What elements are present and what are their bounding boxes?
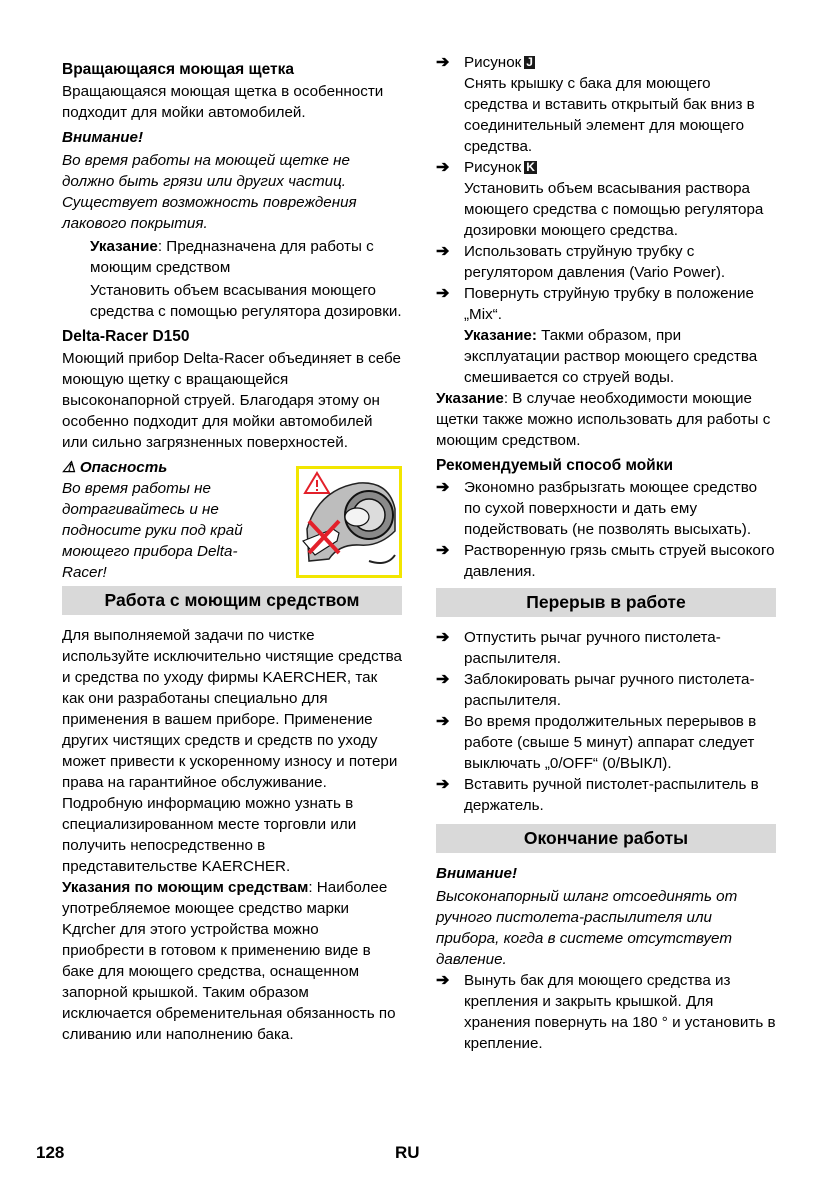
arrow-right-icon: ➔ [436, 629, 450, 646]
hand-under-brush-icon [299, 469, 399, 575]
step-text: Использовать струйную трубку с регулятором давления (Vario Power). [464, 243, 726, 281]
attention-heading: Внимание! [62, 129, 144, 146]
arrow-right-icon: ➔ [436, 159, 450, 176]
arrow-right-icon: ➔ [436, 542, 450, 559]
figure-j-label: Рисунок [464, 54, 522, 71]
method-step [436, 477, 776, 540]
figure-k-step [436, 157, 776, 178]
arrow-right-icon: ➔ [436, 972, 450, 989]
note-paragraph-2: Установить объем всасывания моющего средства с помощью регулятора дозировки. [90, 282, 402, 320]
figure-j-badge: J [526, 55, 533, 69]
step-text: Вставить ручной пистолет-распылитель в держатель. [464, 776, 759, 814]
step-vario-power [436, 241, 776, 283]
method-step [436, 540, 776, 582]
step-text: Вынуть бак для моющего средства из крепления и закрыть крышкой. Для хранения повернуть на 180 ° и установить в крепление. [464, 972, 776, 1052]
figure-k-badge: K [526, 160, 535, 174]
note-mix-paragraph [436, 325, 776, 388]
danger-block [62, 457, 402, 582]
step-text: Растворенную грязь смыть струей высокого давления. [464, 542, 775, 580]
step-text: Экономно разбрызгать моющее средство по сухой поверхности и дать ему подействовать (не позволять высыхать). [464, 479, 758, 538]
section-banner-end: Окончание работы [436, 824, 776, 853]
section-banner-break: Перерыв в работе [436, 588, 776, 617]
attention-paragraph: Во время работы на моющей щетке не должно быть грязи или других частиц. Существует возможность повреждения лакового покрытия. [62, 152, 357, 232]
figure-k-text: Установить объем всасывания раствора моющего средства с помощью регулятора дозировки моющего средства. [464, 180, 764, 239]
break-step [436, 711, 776, 774]
step-text: Во время продолжительных перерывов в работе (свыше 5 минут) аппарат следует выключать „0/OFF“ (0/ВЫКЛ). [464, 713, 757, 772]
note-label: Указание: [464, 327, 537, 344]
brush-hand-warning-illustration [296, 466, 402, 578]
delta-paragraph: Моющий прибор Delta-Racer объединяет в себе моющую щетку с вращающейся высоконапорной струей. Благодаря этому он особенно подходит для мойки автомобилей или сильно загрязненных поверхностей. [62, 350, 402, 451]
arrow-right-icon: ➔ [436, 285, 450, 302]
note-paragraph [62, 236, 402, 278]
tips-label: Указания по моющим средствам [62, 879, 309, 896]
brush-heading: Вращающаяся моющая щетка [62, 61, 294, 78]
arrow-right-icon: ➔ [436, 243, 450, 260]
right-column [436, 52, 776, 1054]
arrow-right-icon: ➔ [436, 776, 450, 793]
break-step [436, 669, 776, 711]
detergent-paragraph: Для выполняемой задачи по чистке используйте исключительно чистящие средства и средства по уходу фирмы KAERCHER, так как они разработаны специально для применения в вашем приборе. Применение других чистящих средств и средств по уходу может привести к ускоренному износу и потери права на гарантийное обслуживание. Подробную информацию можно узнать в специализированном месте торговли или получить непосредственно в представительстве KAERCHER. [62, 627, 402, 875]
note-text: : В случае необходимости моющие щетки также можно использовать для работы с моющим средством. [436, 390, 771, 449]
method-heading: Рекомендуемый способ мойки [436, 457, 673, 474]
note-text: Такми образом, при эксплуатации раствор моющего средства смешивается со струей воды. [464, 327, 758, 386]
end-attention-heading: Внимание! [436, 865, 518, 882]
arrow-right-icon: ➔ [436, 54, 450, 71]
language-code: RU [395, 1143, 420, 1162]
step-mix-position [436, 283, 776, 325]
end-attention-paragraph: Высоконапорный шланг отсоединять от ручного пистолета-распылителя или прибора, когда в системе отсутствует давление. [436, 888, 738, 968]
arrow-right-icon: ➔ [436, 479, 450, 496]
figure-j-step [436, 52, 776, 73]
arrow-right-icon: ➔ [436, 713, 450, 730]
note-brush-paragraph [436, 388, 776, 451]
danger-heading [62, 457, 272, 478]
step-text: Заблокировать рычаг ручного пистолета-распылителя. [464, 671, 755, 709]
left-column [62, 52, 402, 1045]
figure-j-text: Снять крышку с бака для моющего средства и вставить открытый бак вниз в соединительный элемент для моющего средства. [464, 75, 755, 155]
brush-paragraph: Вращающаяся моющая щетка в особенности подходит для мойки автомобилей. [62, 83, 384, 121]
step-text: Повернуть струйную трубку в положение „Mix“. [464, 285, 754, 323]
tips-text: : Наиболее употребляемое моющее средство марки Kдrcher для этого устройства можно приобрести в готовом к применению виде в баке для моющего средства, оснащенном запорной крышкой. Таким образом исключается обременительная обязанность по сливанию или наполнению бака. [62, 879, 396, 1043]
note-label: Указание [436, 390, 504, 407]
arrow-right-icon: ➔ [436, 671, 450, 688]
warning-triangle-icon: ⚠ [62, 459, 76, 476]
delta-heading: Delta-Racer D150 [62, 328, 190, 345]
step-text: Отпустить рычаг ручного пистолета-распылителя. [464, 629, 721, 667]
page-number: 128 [36, 1143, 65, 1162]
break-step [436, 627, 776, 669]
break-step [436, 774, 776, 816]
danger-title: Опасность [79, 459, 168, 476]
section-banner-detergent: Работа с моющим средством [62, 586, 402, 615]
note-text: : Предназначена для работы с моющим средством [90, 238, 374, 276]
end-step [436, 970, 776, 1054]
note-label: Указание [90, 238, 158, 255]
danger-paragraph: Во время работы не дотрагивайтесь и не подносите руки под край моющего прибора Delta-Racer! [62, 480, 243, 581]
danger-text-block [62, 457, 272, 583]
figure-k-label: Рисунок [464, 159, 522, 176]
tips-paragraph [62, 877, 402, 1045]
